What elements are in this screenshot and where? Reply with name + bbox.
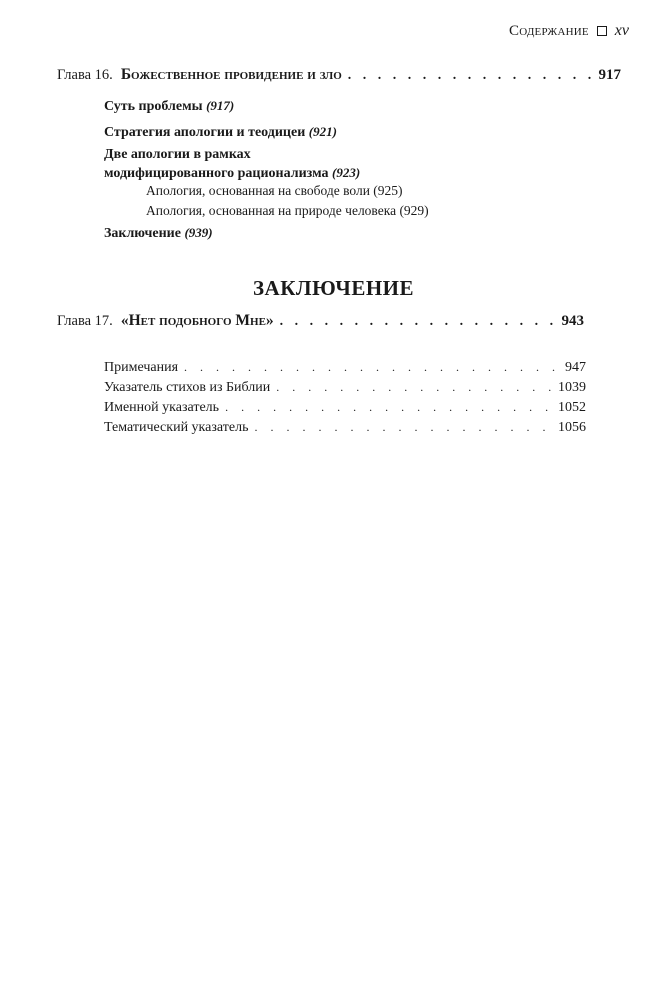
subsection-title: Апология, основанная на свободе воли: [146, 183, 370, 198]
chapter-title: «Нет подобного Мне»: [120, 312, 274, 329]
back-matter-title: Тематический указатель: [104, 420, 249, 435]
toc-entry-section[interactable]: [104, 146, 360, 183]
dot-leader: [280, 314, 556, 330]
back-matter-page: 1039: [558, 380, 586, 395]
section-page: (939): [184, 225, 213, 240]
running-head-section: Содержание: [509, 22, 589, 39]
toc-entry-section[interactable]: [104, 124, 337, 141]
square-outline-icon: [597, 26, 607, 36]
toc-entry-back-matter[interactable]: [104, 400, 586, 416]
chapter-label: Глава 17.: [57, 313, 113, 329]
section-title-line-2: модифицированного рационализма: [104, 166, 329, 181]
page-number: xv: [614, 22, 629, 39]
subsection-page: (929): [399, 203, 429, 218]
back-matter-title: Именной указатель: [104, 400, 220, 415]
chapter-title: Божественное провидение и зло: [120, 66, 342, 83]
part-title: ЗАКЛЮЧЕНИЕ: [252, 276, 415, 300]
toc-entry-section[interactable]: [104, 98, 234, 115]
dot-leader: [225, 400, 552, 415]
toc-entry-back-matter[interactable]: [104, 380, 586, 396]
running-head: [509, 22, 629, 40]
section-page: (923): [332, 165, 361, 180]
section-page: (917): [206, 98, 235, 113]
toc-entry-back-matter[interactable]: [104, 360, 586, 376]
chapter-label: Глава 16.: [57, 67, 113, 83]
section-title: Стратегия апологии и теодицеи: [104, 125, 306, 140]
dot-leader: [276, 380, 552, 395]
back-matter-title: Указатель стихов из Библии: [104, 380, 271, 395]
chapter-page: 943: [561, 313, 584, 329]
back-matter-page: 1052: [558, 400, 586, 415]
chapter-page: 917: [598, 67, 621, 83]
toc-entry-chapter-17[interactable]: [57, 312, 584, 330]
toc-entry-subsection[interactable]: [146, 183, 403, 199]
section-title: Заключение: [104, 226, 181, 241]
dot-leader: [184, 360, 559, 375]
back-matter-page: 947: [565, 360, 586, 375]
subsection-title: Апология, основанная на природе человека: [146, 203, 397, 218]
toc-entry-subsection[interactable]: [146, 203, 429, 219]
section-title: Суть проблемы: [104, 99, 203, 114]
toc-entry-chapter-16[interactable]: [57, 66, 621, 84]
dot-leader: [348, 68, 593, 84]
subsection-page: (925): [373, 183, 403, 198]
section-title-line-1: Две апологии в рамках: [104, 147, 251, 162]
dot-leader: [254, 420, 552, 435]
back-matter-page: 1056: [558, 420, 586, 435]
section-page: (921): [308, 124, 337, 139]
back-matter-title: Примечания: [104, 360, 179, 375]
toc-entry-back-matter[interactable]: [104, 420, 586, 436]
toc-entry-section[interactable]: [104, 225, 213, 242]
